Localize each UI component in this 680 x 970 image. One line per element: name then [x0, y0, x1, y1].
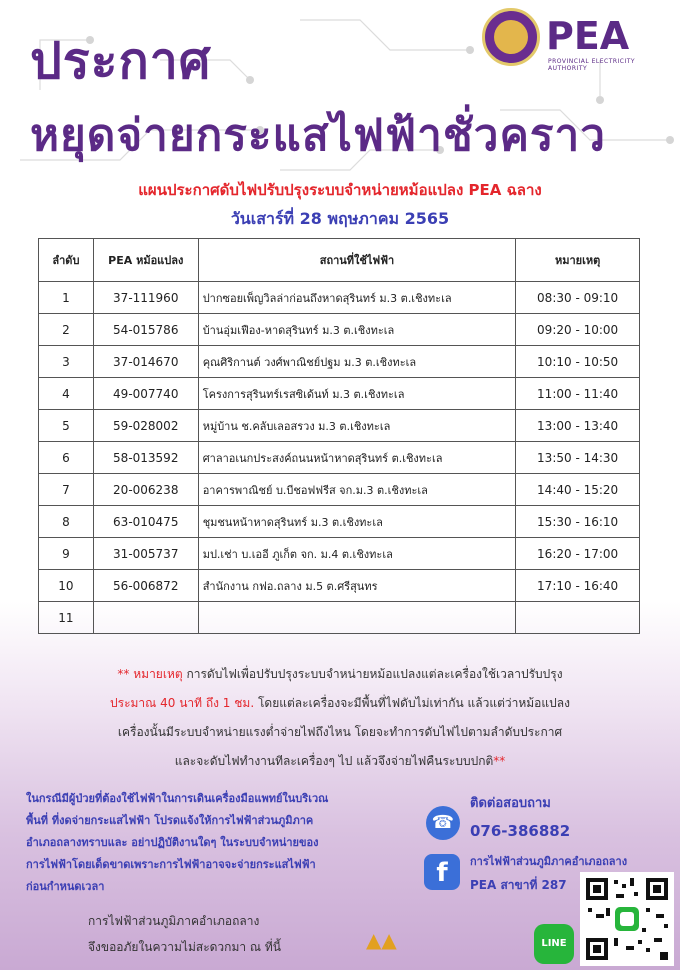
time-range: 17:10 - 16:40: [516, 570, 640, 602]
title-announcement: ประกาศ: [30, 32, 212, 90]
contact-title: ติดต่อสอบถาม: [470, 796, 551, 811]
table-row: [39, 506, 640, 538]
row-number: 1: [39, 282, 94, 314]
time-range: 16:20 - 17:00: [516, 538, 640, 570]
row-number: 9: [39, 538, 94, 570]
patient-line: พื้นที่ ที่งดจ่ายกระแสไฟฟ้า โปรดแจ้งให้การไฟฟ้าส่วนภูมิภาค: [26, 814, 314, 827]
row-number: 10: [39, 570, 94, 602]
title-power-outage: หยุดจ่ายกระแสไฟฟ้าชั่วคราว: [30, 110, 606, 161]
outage-table: [38, 238, 640, 634]
location: อาคารพาณิชย์ บ.บีชอฟฟรีส จก.ม.3 ต.เชิงทะเล: [198, 474, 516, 506]
pea-emblem: [482, 8, 540, 66]
col-header-remark: หมายเหตุ: [516, 239, 640, 282]
apology: [88, 908, 388, 960]
time-range: 11:00 - 11:40: [516, 378, 640, 410]
location: ศาลาอเนกประสงค์ถนนหน้าหาดสุรินทร์ ต.เชิงทะเล: [198, 442, 516, 474]
transformer-id: 31-005737: [93, 538, 198, 570]
time-range: [516, 602, 640, 634]
time-range: 13:00 - 13:40: [516, 410, 640, 442]
note-end-stars: **: [493, 754, 506, 768]
table-row: [39, 410, 640, 442]
apology-line1: การไฟฟ้าส่วนภูมิภาคอำเภอถลาง: [88, 914, 260, 928]
location: คุณศิริกานต์ วงศ์พาณิชย์ปฐม ม.3 ต.เชิงทะเล: [198, 346, 516, 378]
row-number: 11: [39, 602, 94, 634]
time-range: 10:10 - 10:50: [516, 346, 640, 378]
praying-hands-icon: ▲▲: [366, 928, 397, 952]
time-range: 14:40 - 15:20: [516, 474, 640, 506]
pea-logo-subtext: PROVINCIAL ELECTRICITY AUTHORITY: [548, 58, 636, 72]
line-icon[interactable]: LINE: [534, 924, 574, 964]
pea-logo: [482, 8, 672, 70]
transformer-id: 56-006872: [93, 570, 198, 602]
note-label: หมายเหตุ: [133, 667, 183, 681]
location: หมู่บ้าน ช.คลับเลอสรวง ม.3 ต.เชิงทะเล: [198, 410, 516, 442]
row-number: 4: [39, 378, 94, 410]
note-line3: เครื่องนั้นมีระบบจำหน่ายแรงต่ำจ่ายไฟถึงไหน โดยจะทำการดับไฟไปตามลำดับประกาศ: [117, 725, 563, 739]
table-row: [39, 442, 640, 474]
transformer-id: 37-111960: [93, 282, 198, 314]
note-line1: การดับไฟเพื่อปรับปรุงระบบจำหน่ายหม้อแปลงแต่ละเครื่องใช้เวลาปรับปรุง: [186, 667, 563, 681]
transformer-id: [93, 602, 198, 634]
note-duration: ประมาณ 40 นาที ถึง 1 ชม.: [110, 696, 255, 710]
note-line4: และจะดับไฟทำงานทีละเครื่องๆ ไป แล้วจึงจ่ายไฟคืนระบบปกติ: [174, 754, 494, 768]
location: ชุมชนหน้าหาดสุรินทร์ ม.3 ต.เชิงทะเล: [198, 506, 516, 538]
facebook-icon[interactable]: f: [424, 854, 460, 890]
table-header-row: [39, 239, 640, 282]
location: ปากซอยเพ็ญวิลล่าก่อนถึงหาดสุรินทร์ ม.3 ต.เชิงทะเล: [198, 282, 516, 314]
time-range: 13:50 - 14:30: [516, 442, 640, 474]
col-header-pea: PEA หม้อแปลง: [93, 239, 198, 282]
facebook-branch[interactable]: PEA สาขาที่ 287: [470, 878, 567, 892]
row-number: 6: [39, 442, 94, 474]
transformer-id: 20-006238: [93, 474, 198, 506]
location: บ้านอุ่มเฟือง-หาดสุรินทร์ ม.3 ต.เชิงทะเล: [198, 314, 516, 346]
location: มป.เช่า บ.เออี ภูเก็ต จก. ม.4 ต.เชิงทะเล: [198, 538, 516, 570]
row-number: 8: [39, 506, 94, 538]
row-number: 7: [39, 474, 94, 506]
patient-notice: [26, 788, 426, 898]
phone-icon[interactable]: ☎: [426, 806, 460, 840]
outage-date: วันเสาร์ที่ 28 พฤษภาคม 2565: [230, 209, 450, 228]
time-range: 08:30 - 09:10: [516, 282, 640, 314]
patient-line: ก่อนกำหนดเวลา: [26, 880, 105, 893]
patient-line: อำเภอถลางทราบและ อย่าปฏิบัติงานใดๆ ในระบบจำหน่ายของ: [26, 836, 319, 849]
apology-line2: จึงขออภัยในความไม่สะดวกมา ณ ที่นี้: [88, 940, 281, 954]
table-row: [39, 570, 640, 602]
patient-line: ในกรณีมีผู้ป่วยที่ต้องใช้ไฟฟ้าในการเดินเครื่องมือแพทย์ในบริเวณ: [26, 792, 329, 805]
table-row: [39, 314, 640, 346]
transformer-id: 58-013592: [93, 442, 198, 474]
transformer-id: 59-028002: [93, 410, 198, 442]
col-header-no: ลำดับ: [39, 239, 94, 282]
transformer-id: 54-015786: [93, 314, 198, 346]
contact-phone[interactable]: 076-386882: [470, 822, 571, 840]
remark-note: [20, 660, 660, 776]
pea-logo-text: PEA: [546, 14, 630, 58]
location: [198, 602, 516, 634]
time-range: 09:20 - 10:00: [516, 314, 640, 346]
location: สำนักงาน กฟอ.ถลาง ม.5 ต.ศรีสุนทร: [198, 570, 516, 602]
transformer-id: 49-007740: [93, 378, 198, 410]
table-row: [39, 602, 640, 634]
time-range: 15:30 - 16:10: [516, 506, 640, 538]
note-line2: โดยแต่ละเครื่องจะมีพื้นที่ไฟดับไม่เท่ากัน แล้วแต่ว่าหม้อแปลง: [257, 696, 570, 710]
col-header-place: สถานที่ใช้ไฟฟ้า: [198, 239, 516, 282]
row-number: 5: [39, 410, 94, 442]
table-row: [39, 346, 640, 378]
row-number: 2: [39, 314, 94, 346]
qr-code[interactable]: [580, 872, 674, 966]
transformer-id: 63-010475: [93, 506, 198, 538]
transformer-id: 37-014670: [93, 346, 198, 378]
location: โครงการสุรินทร์เรสซิเด้นท์ ม.3 ต.เชิงทะเล: [198, 378, 516, 410]
table-row: [39, 282, 640, 314]
row-number: 3: [39, 346, 94, 378]
subtitle: แผนประกาศดับไฟปรับปรุงระบบจำหน่ายหม้อแปลง PEA ฉลาง: [138, 181, 542, 199]
patient-line: การไฟฟ้าโดยเด็ดขาดเพราะการไฟฟ้าอาจจะจ่ายกระแสไฟฟ้า: [26, 858, 316, 871]
note-stars: **: [117, 667, 130, 681]
facebook-page-name[interactable]: การไฟฟ้าส่วนภูมิภาคอำเภอถลาง: [470, 855, 628, 868]
table-row: [39, 474, 640, 506]
table-row: [39, 378, 640, 410]
table-row: [39, 538, 640, 570]
